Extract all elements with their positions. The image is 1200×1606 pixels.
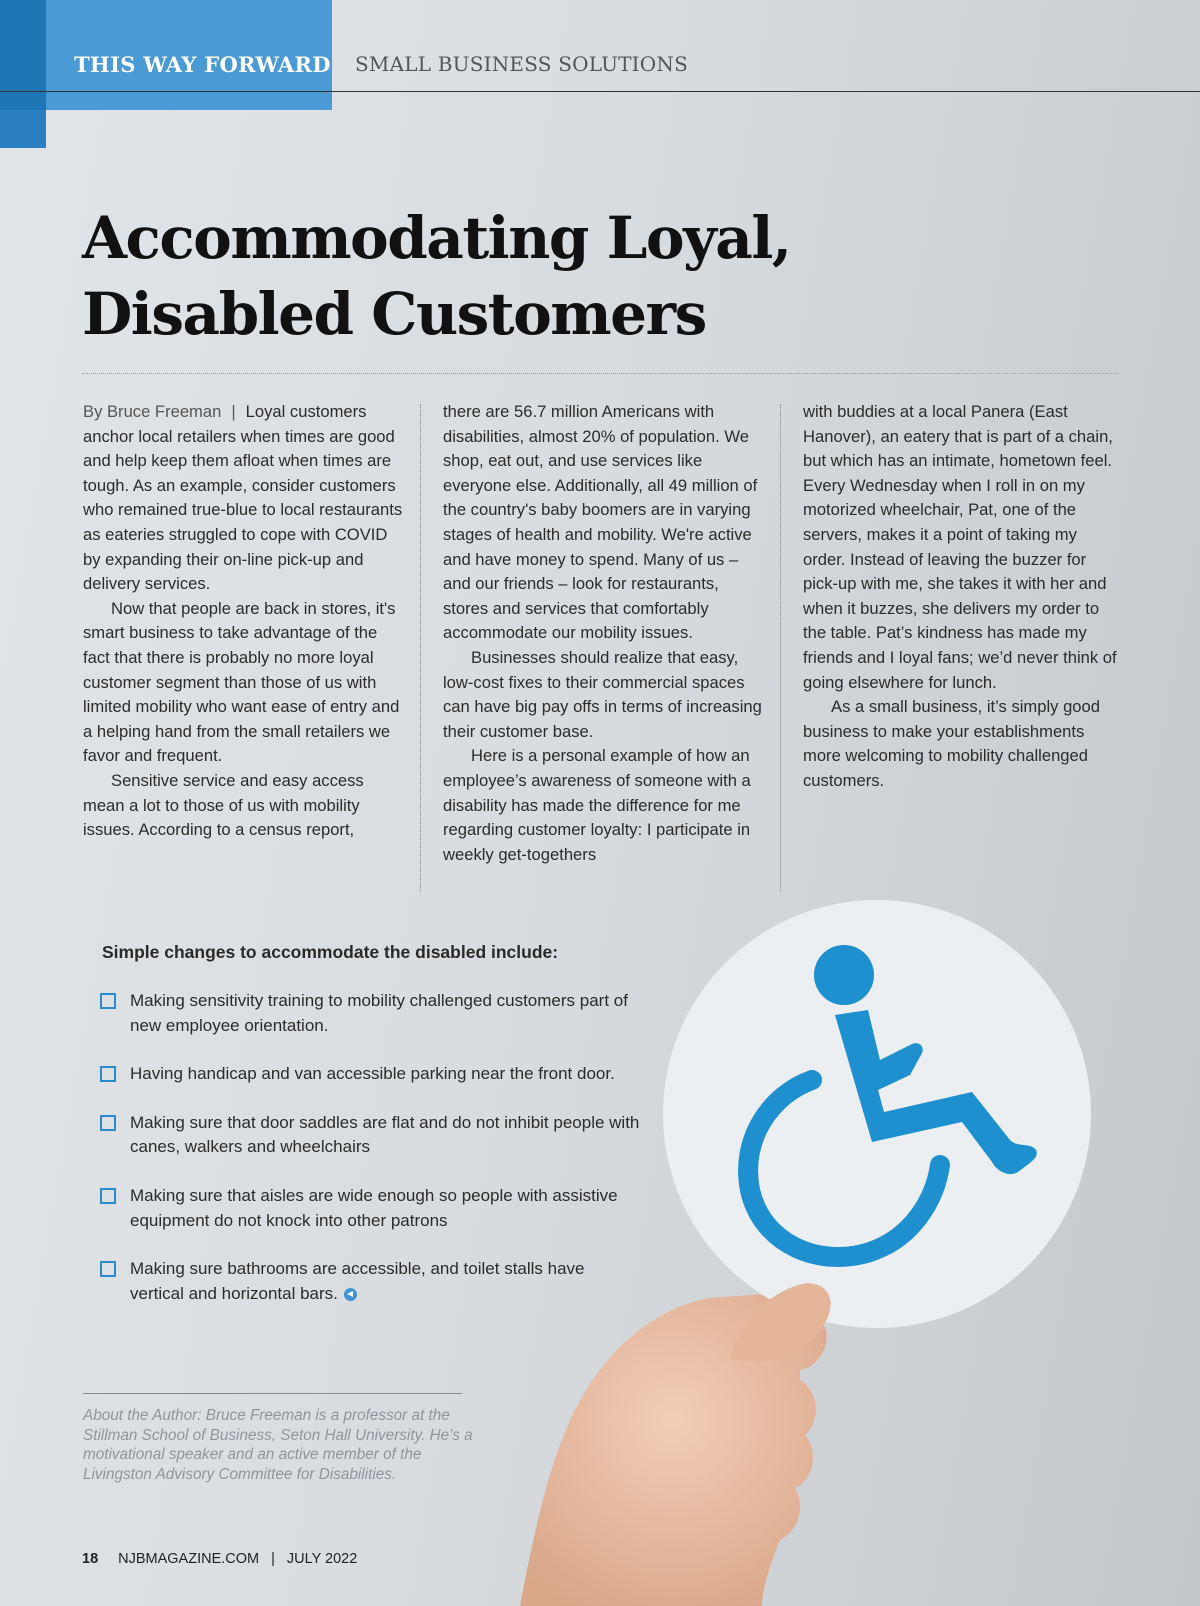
list-item-text: Making sure bathrooms are accessible, and toilet stalls have vertical and horizontal bars. xyxy=(130,1259,585,1303)
footer-separator: | xyxy=(271,1551,275,1567)
tips-list xyxy=(100,989,640,1330)
article-title-line2: Disabled Customers xyxy=(82,280,706,348)
list-item-text: Making sure that door saddles are flat and do not inhibit people with canes, walkers and wheelchairs xyxy=(130,1112,640,1157)
article-column-1 xyxy=(83,400,403,843)
checkbox-icon xyxy=(100,1066,116,1082)
list-item-text: Making sensitivity training to mobility challenged customers part of new employee orientation. xyxy=(130,991,628,1035)
column-paragraph: with buddies at a local Panera (East Hanover), an eatery that is part of a chain, but which has an intimate, hometown feel. Every Wednesday when I roll in on my motorized wheelchair, Pat, one of the servers, makes it a point of taking my order. Instead of leaving the buzzer for pick-up with me, she takes it with her and when it buzzes, she delivers my order to the table. Pat’s kindness has made my friends and I loyal fans; we’d never think of going elsewhere for lunch. xyxy=(803,402,1117,692)
list-item xyxy=(100,989,640,1038)
title-divider xyxy=(82,373,1118,374)
list-item xyxy=(100,1184,640,1233)
page-footer xyxy=(82,1551,357,1567)
column-paragraph: Here is a personal example of how an employee’s awareness of someone with a disability has made the difference for me regarding customer loyalty: I participate in weekly get-togethers xyxy=(443,746,751,864)
list-item xyxy=(100,1111,640,1160)
author-divider xyxy=(83,1393,462,1394)
column-paragraph: Businesses should realize that easy, low-cost fixes to their commercial spaces can have big pay offs in terms of increasing their customer base. xyxy=(443,647,762,741)
paragraph-text: Loyal customers anchor local retailers when times are good and help keep them afloat when times are tough. As an example, consider customers who remained true-blue to local restaurants as eateries struggled to cope with COVID by expanding their on-line pick-up and delivery services. xyxy=(83,402,403,594)
header-rule xyxy=(0,91,1200,92)
column-paragraph: Now that people are back in stores, it's smart business to take advantage of the fact that there is probably no more loyal customer segment than those of us with limited mobility who want ease of entry and a helping hand from the small retailers we favor and frequent. xyxy=(83,598,400,766)
column-divider xyxy=(780,404,781,892)
list-item xyxy=(100,1257,640,1306)
list-item-text: Having handicap and van accessible parking near the front door. xyxy=(130,1064,615,1084)
footer-site: NJBMAGAZINE.COM xyxy=(118,1551,260,1567)
article-title-line1: Accommodating Loyal, xyxy=(82,204,791,272)
article-title xyxy=(82,200,982,352)
article-column-3 xyxy=(803,400,1121,794)
sidebar-title: Simple changes to accommodate the disabled include: xyxy=(102,942,559,962)
article-column-2 xyxy=(443,400,763,867)
list-item-text: Making sure that aisles are wide enough so people with assistive equipment do not knock into other patrons xyxy=(130,1185,618,1230)
column-paragraph: As a small business, it’s simply good business to make your establishments more welcoming to mobility challenged customers. xyxy=(803,697,1100,790)
section-label: THIS WAY FORWARD xyxy=(74,52,331,77)
footer-date: JULY 2022 xyxy=(286,1551,358,1567)
checkbox-icon xyxy=(100,1261,116,1277)
list-item xyxy=(100,1062,640,1087)
column-paragraph xyxy=(83,400,403,597)
byline-separator: | xyxy=(231,402,236,421)
byline: By Bruce Freeman xyxy=(83,402,222,421)
column-paragraph: Sensitive service and easy access mean a lot to those of us with mobility issues. According to a census report, xyxy=(83,770,364,840)
section-subtitle: SMALL BUSINESS SOLUTIONS xyxy=(355,52,688,76)
checkbox-icon xyxy=(100,993,116,1009)
checkbox-icon xyxy=(100,1115,116,1131)
column-paragraph: there are 56.7 million Americans with disabilities, almost 20% of population. We shop, eat out, and use services like everyone else. Additionally, all 49 million of the country's baby boomers are in varying stages of health and mobility. We're active and have money to spend. Many of us – and our friends – look for restaurants, stores and services that comfortably accommodate our mobility issues. xyxy=(443,402,758,643)
column-divider xyxy=(420,404,421,892)
page-number: 18 xyxy=(82,1551,99,1567)
author-bio: About the Author: Bruce Freeman is a professor at the Stillman School of Business, Seton Hall University. He’s a motivational speaker and an active member of the Livingston Advisory Committee for Disabilities. xyxy=(83,1407,473,1484)
end-mark-icon xyxy=(344,1288,357,1301)
section-tab-accent-top xyxy=(0,0,46,110)
checkbox-icon xyxy=(100,1188,116,1204)
